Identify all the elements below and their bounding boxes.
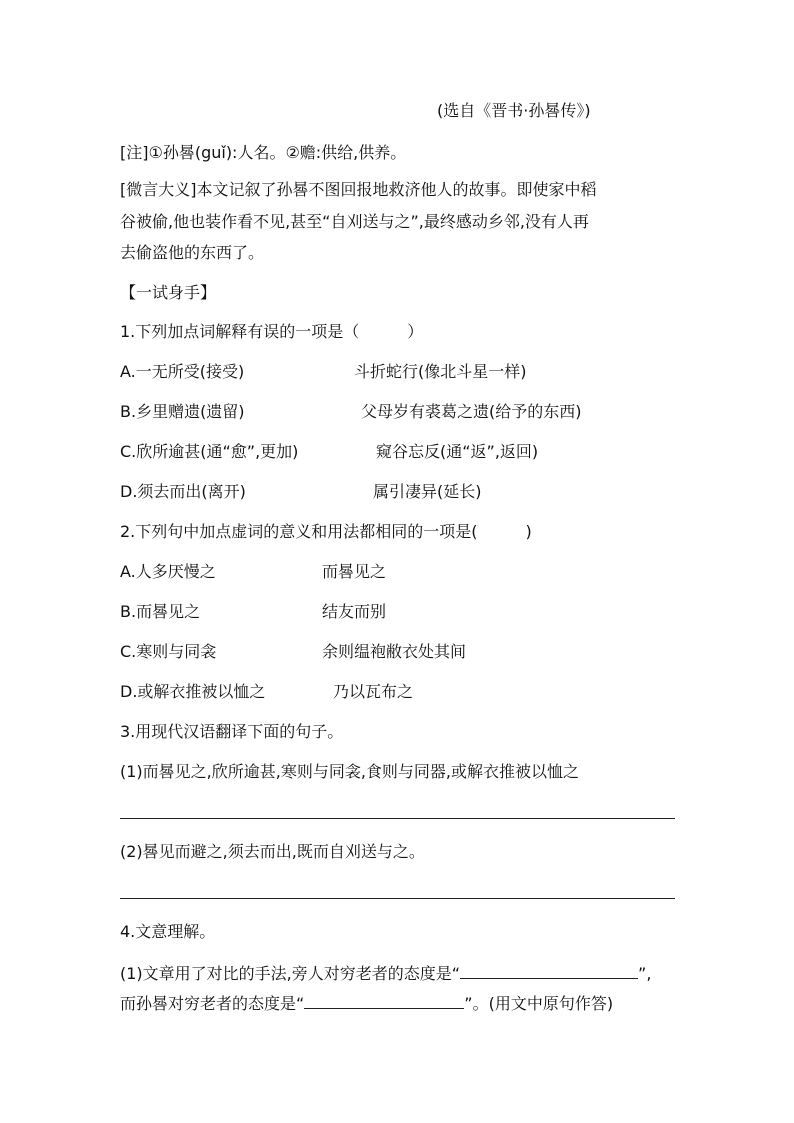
source-citation: (选自《晋书·孙晷传》) [437,101,591,120]
q4-line-1 [120,962,651,984]
q2-option-a-left: A.人多厌慢之 [120,562,216,581]
q2-option-d-left: D.或解衣推被以恤之 [120,682,266,701]
q4-blank-2[interactable] [304,992,464,1009]
section-title: 【一试身手】 [120,283,217,302]
q4-stem: 4.文意理解。 [120,922,216,941]
q2-option-b-left: B.而晷见之 [120,602,201,621]
q1-option-b-left: B.乡里赠遗(遗留) [120,402,245,421]
q2-stem: 2.下列句中加点虚词的意义和用法都相同的一项是( ) [120,522,532,541]
q2-option-c-right: 余则缊袍敝衣处其间 [322,642,467,661]
q1-option-a-right: 斗折蛇行(像北斗星一样) [354,362,527,381]
q4-line-1-prefix: (1)文章用了对比的手法,旁人对穷老者的态度是“ [120,964,461,983]
q4-line-2-prefix: 而孙晷对穷老者的态度是“ [120,994,305,1013]
q4-line-2-suffix: ”。(用文中原句作答) [464,994,614,1013]
q2-option-b-right: 结友而别 [322,602,387,621]
q1-option-d-left: D.须去而出(离开) [120,482,246,501]
q2-option-a-right: 而晷见之 [322,562,387,581]
q4-line-2 [120,992,613,1014]
q1-option-c-left: C.欣所逾甚(通“愈”,更加) [120,442,299,461]
q2-option-c-left: C.寒则与同衾 [120,642,217,661]
q3-answer-line-1[interactable] [120,818,675,819]
q1-option-b-right: 父母岁有裘葛之遗(给予的东西) [361,402,582,421]
summary-line-3: 去偷盗他的东西了。 [120,243,265,262]
q4-line-1-suffix: ”, [638,964,652,983]
q1-option-d-right: 属引凄异(延长) [373,482,482,501]
q3-sentence-2: (2)晷见而避之,须去而出,既而自刈送与之。 [120,842,425,861]
summary-line-1: [微言大义]本文记叙了孙晷不图回报地救济他人的故事。即使家中稻 [120,180,597,199]
q3-sentence-1: (1)而晷见之,欣所逾甚,寒则与同衾,食则与同器,或解衣推被以恤之 [120,762,580,781]
q1-option-a-left: A.一无所受(接受) [120,362,245,381]
summary-line-2: 谷被偷,他也装作看不见,甚至“自刈送与之”,最终感动乡邻,没有人再 [120,212,589,231]
q3-stem: 3.用现代汉语翻译下面的句子。 [120,722,344,741]
q2-option-d-right: 乃以瓦布之 [333,682,414,701]
q1-stem: 1.下列加点词解释有误的一项是（ ） [120,322,424,341]
q4-blank-1[interactable] [460,962,638,979]
q3-answer-line-2[interactable] [120,898,675,899]
annotation-note: [注]①孙晷(guǐ):人名。②赡:供给,供养。 [120,143,407,162]
q1-option-c-right: 窥谷忘反(通“返”,返回) [376,442,539,461]
